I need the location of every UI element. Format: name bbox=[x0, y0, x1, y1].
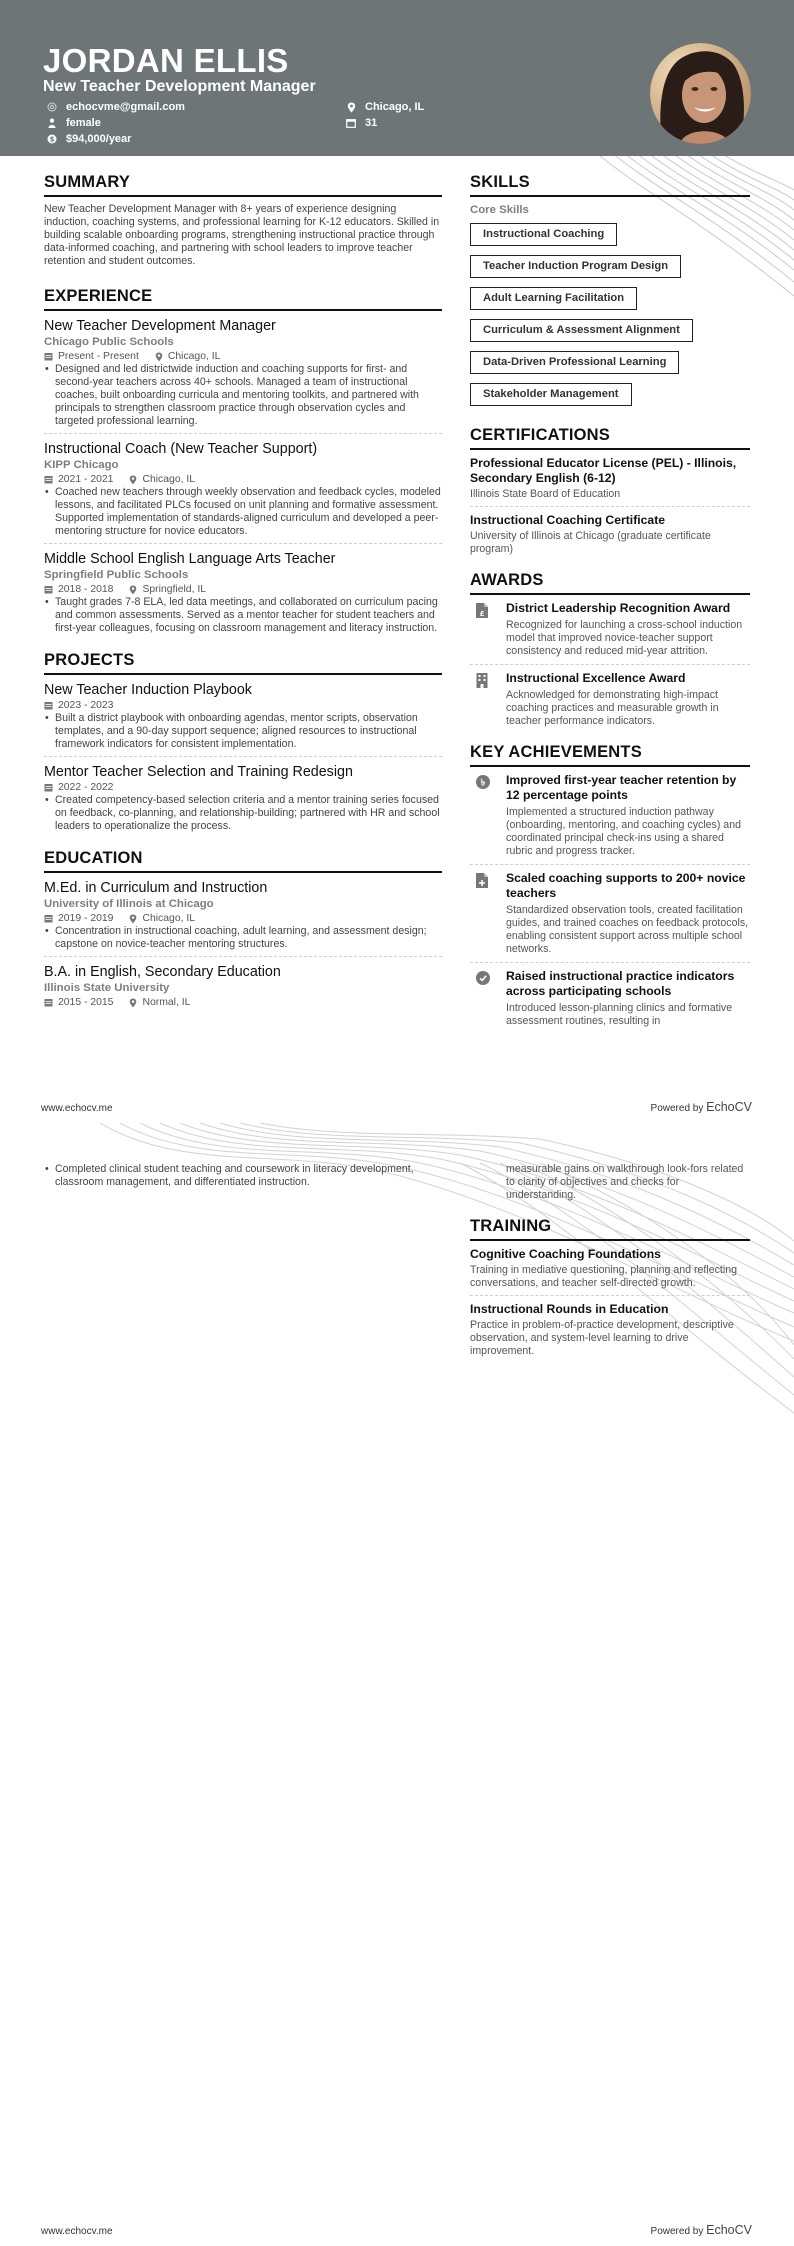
job-description: • Designed and led districtwide induction and coaching supports for first- and second-year teachers across 40+ schools. Managed a team of instructional coaches, built onboarding curricula and mentoring toolkits, and partnered with principals to strengthen classroom practice through observation cycles and targeted professional learning. bbox=[44, 363, 442, 428]
location-icon bbox=[345, 101, 357, 113]
education-description: • Completed clinical student teaching and coursework in literacy development, classroom management, and differentiated instruction. bbox=[44, 1163, 442, 1189]
education-meta bbox=[44, 996, 442, 1009]
certification-entry bbox=[470, 456, 750, 507]
achievements-heading: KEY ACHIEVEMENTS bbox=[470, 742, 750, 767]
job-dates: Present - Present bbox=[58, 351, 139, 362]
skills-heading: SKILLS bbox=[470, 172, 750, 197]
training-description: Training in mediative questioning, planning and reflecting conversations, and teacher self-directed growth. bbox=[470, 1264, 737, 1289]
training-description: Practice in problem-of-practice development, descriptive observation, and system-level learning to drive improvement. bbox=[470, 1319, 734, 1357]
job-title: New Teacher Development Manager bbox=[44, 318, 276, 334]
skill-chip: Instructional Coaching bbox=[470, 223, 617, 246]
calendar-icon bbox=[345, 117, 357, 129]
education-location: Normal, IL bbox=[142, 997, 191, 1008]
training-entry bbox=[470, 1302, 750, 1363]
gender-value: female bbox=[66, 117, 101, 129]
skill-chip: Teacher Induction Program Design bbox=[470, 255, 681, 278]
calendar-icon bbox=[44, 352, 53, 361]
education-section bbox=[44, 848, 442, 1014]
certification-issuer: Illinois State Board of Education bbox=[470, 488, 621, 500]
project-entry bbox=[44, 763, 442, 838]
person-icon bbox=[46, 117, 58, 129]
award-entry bbox=[470, 671, 750, 734]
certification-entry bbox=[470, 513, 750, 556]
education-entry bbox=[44, 879, 442, 957]
taka-circle-icon bbox=[476, 775, 490, 789]
summary-text: New Teacher Development Manager with 8+ years of experience designing induction, coaching systems, and professional learning for K-12 educators. Skilled in building scalable onboarding programs, strengthening instructional practice through data-informed coaching, and partnering with school leaders to improve teacher retention and student outcomes. bbox=[44, 203, 440, 267]
degree-title: B.A. in English, Secondary Education bbox=[44, 964, 281, 980]
awards-section bbox=[470, 570, 750, 734]
achievement-entry bbox=[470, 871, 750, 963]
employer: KIPP Chicago bbox=[44, 459, 119, 471]
education-location: Chicago, IL bbox=[142, 913, 196, 924]
contact-salary bbox=[46, 131, 131, 147]
experience-entry bbox=[44, 550, 442, 640]
award-description: Acknowledged for demonstrating high-impact coaching practices and measurable growth in teacher performance indicators. bbox=[506, 689, 719, 727]
brand-name: EchoCV bbox=[706, 2223, 752, 2237]
right-column-continued bbox=[470, 1163, 750, 1369]
project-description: • Built a district playbook with onboarding agendas, mentor scripts, observation templates, and a 90-day support sequence; aligned resources to instructional framework indicators for consistent implementation. bbox=[44, 712, 442, 751]
location-icon bbox=[155, 352, 163, 362]
calendar-icon bbox=[44, 914, 53, 923]
project-meta bbox=[44, 699, 442, 712]
achievement-title: Raised instructional practice indicators across participating schools bbox=[506, 969, 735, 998]
certification-title: Professional Educator License (PEL) - Illinois, Secondary English (6-12) bbox=[470, 456, 737, 485]
experience-section bbox=[44, 286, 442, 640]
education-meta bbox=[44, 912, 442, 925]
job-meta bbox=[44, 350, 442, 363]
salary-value: $94,000/year bbox=[66, 133, 132, 145]
education-dates: 2015 - 2015 bbox=[58, 997, 114, 1008]
institution: University of Illinois at Chicago bbox=[44, 898, 214, 910]
job-location: Chicago, IL bbox=[142, 474, 196, 485]
skills-group-label: Core Skills bbox=[470, 204, 529, 216]
candidate-title: New Teacher Development Manager bbox=[43, 78, 316, 95]
job-description: • Taught grades 7-8 ELA, led data meetings, and collaborated on curriculum pacing and common assessments. Served as a mentor teacher for student teachers and first-year colleagues, focusing on classroom management and literacy instruction. bbox=[44, 596, 442, 635]
training-title: Instructional Rounds in Education bbox=[470, 1302, 669, 1316]
contact-email[interactable] bbox=[46, 99, 185, 115]
achievement-description: Implemented a structured induction pathway (onboarding, mentoring, and coaching cycles) and coordinated principal check-ins using a shared rubric and progress tracker. bbox=[506, 806, 741, 857]
degree-title: M.Ed. in Curriculum and Instruction bbox=[44, 880, 268, 896]
experience-entry bbox=[44, 440, 442, 544]
document-plus-icon bbox=[476, 873, 488, 888]
brand-name: EchoCV bbox=[706, 1100, 752, 1114]
job-title: Middle School English Language Arts Teacher bbox=[44, 551, 336, 567]
building-icon bbox=[476, 673, 488, 688]
education-heading: EDUCATION bbox=[44, 848, 442, 873]
projects-section bbox=[44, 650, 442, 838]
project-entry bbox=[44, 681, 442, 757]
job-description: • Coached new teachers through weekly observation and feedback cycles, modeled lessons, and facilitated PLCs focused on unit planning and formative assessment. Supported implementation of standards-aligned curriculum and developed a peer-mentoring structure for novice educators. bbox=[44, 486, 442, 538]
skill-chip: Data-Driven Professional Learning bbox=[470, 351, 679, 374]
location-icon bbox=[129, 585, 137, 595]
education-dates: 2019 - 2019 bbox=[58, 913, 114, 924]
calendar-icon bbox=[44, 998, 53, 1007]
job-title: Instructional Coach (New Teacher Support) bbox=[44, 441, 318, 457]
project-title: Mentor Teacher Selection and Training Redesign bbox=[44, 764, 353, 780]
right-column bbox=[470, 172, 750, 1028]
achievement-description: Introduced lesson-planning clinics and formative assessment routines, resulting in bbox=[506, 1002, 733, 1027]
avatar bbox=[650, 43, 751, 144]
contact-location bbox=[345, 99, 424, 115]
education-entry bbox=[44, 963, 442, 1014]
email-value: echocvme@gmail.com bbox=[66, 101, 185, 113]
skill-chip: Adult Learning Facilitation bbox=[470, 287, 637, 310]
experience-heading: EXPERIENCE bbox=[44, 286, 442, 311]
at-icon bbox=[46, 101, 58, 113]
footer-powered-by[interactable] bbox=[651, 1100, 752, 1114]
age-value: 31 bbox=[365, 117, 378, 129]
institution: Illinois State University bbox=[44, 982, 170, 994]
svg-text:$: $ bbox=[49, 135, 55, 144]
money-icon bbox=[46, 133, 58, 145]
resume-header bbox=[0, 0, 794, 156]
award-title: District Leadership Recognition Award bbox=[506, 601, 731, 615]
footer-website[interactable]: www.echocv.me bbox=[41, 1103, 113, 1114]
calendar-icon bbox=[44, 701, 53, 710]
project-meta bbox=[44, 781, 442, 794]
employer: Springfield Public Schools bbox=[44, 569, 189, 581]
location-icon bbox=[129, 998, 137, 1008]
calendar-icon bbox=[44, 475, 53, 484]
candidate-name: JORDAN ELLIS bbox=[43, 42, 289, 79]
footer-website[interactable]: www.echocv.me bbox=[41, 2226, 113, 2237]
skill-chip: Stakeholder Management bbox=[470, 383, 632, 406]
award-entry bbox=[470, 601, 750, 665]
powered-by-label: Powered by bbox=[650, 1103, 704, 1114]
footer-powered-by[interactable] bbox=[651, 2223, 752, 2237]
awards-heading: AWARDS bbox=[470, 570, 750, 595]
document-pound-icon bbox=[476, 603, 488, 618]
summary-heading: SUMMARY bbox=[44, 172, 442, 197]
contact-age bbox=[345, 115, 377, 131]
achievements-section bbox=[470, 742, 750, 1028]
powered-by-label: Powered by bbox=[650, 2226, 704, 2237]
left-column bbox=[44, 172, 442, 1014]
summary-section bbox=[44, 172, 442, 268]
location-icon bbox=[129, 914, 137, 924]
contact-gender bbox=[46, 115, 101, 131]
resume-page-2 bbox=[0, 1123, 794, 2246]
training-section bbox=[470, 1216, 750, 1363]
project-title: New Teacher Induction Playbook bbox=[44, 682, 252, 698]
skill-chip: Curriculum & Assessment Alignment bbox=[470, 319, 693, 342]
check-circle-icon bbox=[476, 971, 490, 985]
training-entry bbox=[470, 1247, 750, 1296]
achievement-title: Improved first-year teacher retention by 12 percentage points bbox=[506, 773, 737, 802]
employer: Chicago Public Schools bbox=[44, 336, 174, 348]
education-description: • Concentration in instructional coaching, adult learning, and assessment design; capstone on novice-teacher mentoring structures. bbox=[44, 925, 442, 951]
job-dates: 2018 - 2018 bbox=[58, 584, 114, 595]
location-icon bbox=[129, 475, 137, 485]
calendar-icon bbox=[44, 585, 53, 594]
job-meta bbox=[44, 583, 442, 596]
project-description: • Created competency-based selection criteria and a mentor training series focused on feedback, co-planning, and relationship-building; partnered with HR and school leaders to operationalize the process. bbox=[44, 794, 442, 833]
job-dates: 2021 - 2021 bbox=[58, 474, 114, 485]
svg-text:৳: ৳ bbox=[480, 778, 486, 789]
skills-section bbox=[470, 172, 750, 415]
job-location: Chicago, IL bbox=[167, 351, 221, 362]
certification-title: Instructional Coaching Certificate bbox=[470, 513, 666, 527]
achievement-entry bbox=[470, 773, 750, 865]
project-dates: 2023 - 2023 bbox=[58, 700, 114, 711]
left-column-continued bbox=[44, 1163, 442, 1189]
calendar-icon bbox=[44, 783, 53, 792]
achievement-entry bbox=[470, 969, 750, 1028]
projects-heading: PROJECTS bbox=[44, 650, 442, 675]
job-location: Springfield, IL bbox=[142, 584, 207, 595]
experience-entry bbox=[44, 317, 442, 434]
achievement-description-continued: measurable gains on walkthrough look-fors related to clarity of objectives and checks for understanding. bbox=[506, 1163, 744, 1201]
location-value: Chicago, IL bbox=[365, 101, 425, 113]
certifications-section bbox=[470, 425, 750, 556]
job-meta bbox=[44, 473, 442, 486]
achievement-description: Standardized observation tools, created facilitation guides, and trained coaches on feedback protocols, enabling consistent support across multiple school networks. bbox=[506, 904, 749, 955]
project-dates: 2022 - 2022 bbox=[58, 782, 114, 793]
award-title: Instructional Excellence Award bbox=[506, 671, 686, 685]
training-title: Cognitive Coaching Foundations bbox=[470, 1247, 661, 1261]
certification-issuer: University of Illinois at Chicago (graduate certificate program) bbox=[470, 530, 711, 555]
award-description: Recognized for launching a cross-school induction model that improved novice-teacher support consistency and reduced mid-year attrition. bbox=[506, 619, 743, 657]
certifications-heading: CERTIFICATIONS bbox=[470, 425, 750, 450]
achievement-title: Scaled coaching supports to 200+ novice teachers bbox=[506, 871, 746, 900]
svg-text:£: £ bbox=[479, 610, 485, 618]
training-heading: TRAINING bbox=[470, 1216, 750, 1241]
